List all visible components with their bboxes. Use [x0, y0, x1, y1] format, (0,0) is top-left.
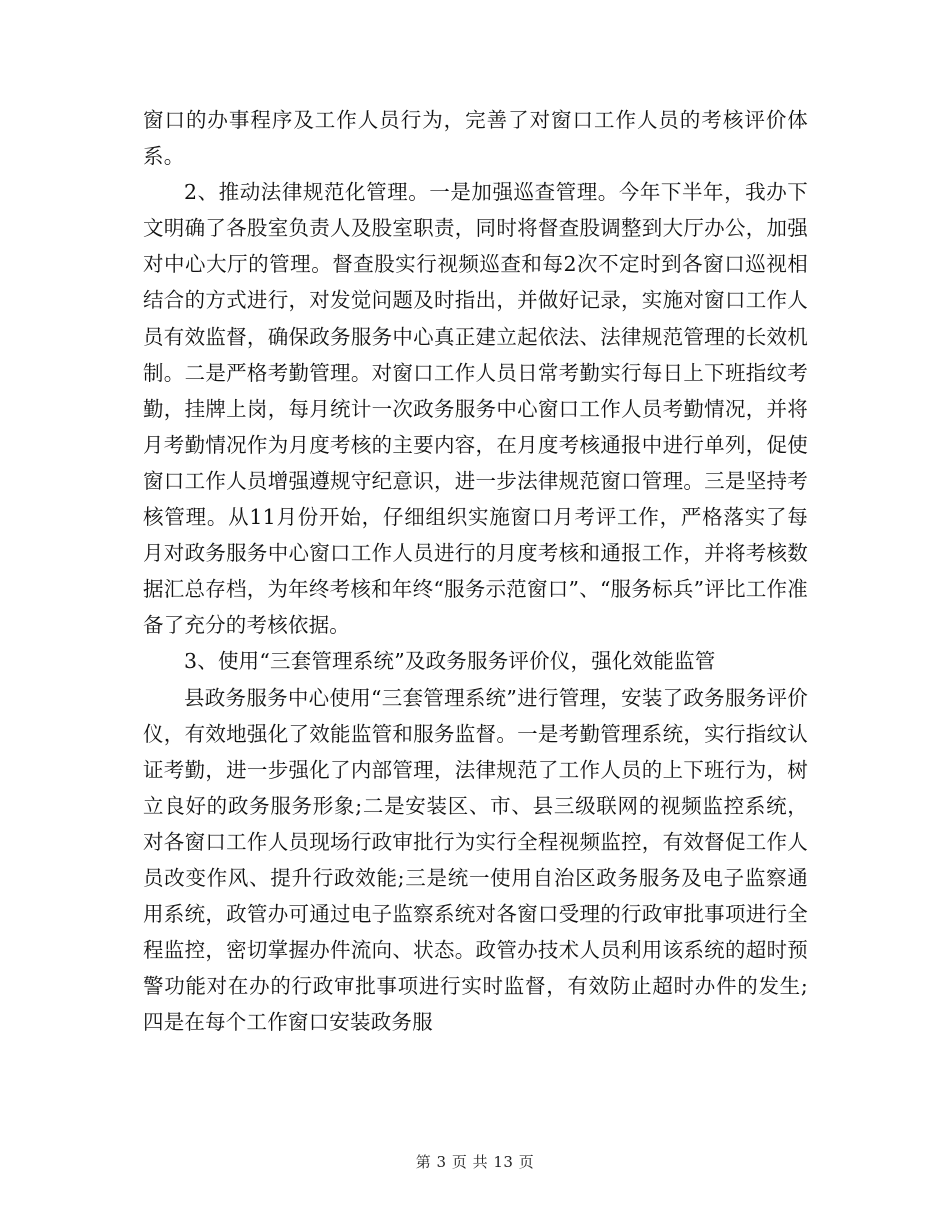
document-body — [143, 102, 808, 1040]
paragraph-2: 2、推动法律规范化管理。一是加强巡查管理。今年下半年，我办下文明确了各股室负责人及股室职责，同时将督查股调整到大厅办公，加强对中心大厅的管理。督查股实行视频巡查和每2次不定时到各窗口巡视相结合的方式进行，对发觉问题及时指出，并做好记录，实施对窗口工作人员有效监督，确保政务服务中心真正建立起依法、法律规范管理的长效机制。二是严格考勤管理。对窗口工作人员日常考勤实行每日上下班指纹考勤，挂牌上岗，每月统计一次政务服务中心窗口工作人员考勤情况，并将月考勤情况作为月度考核的主要内容，在月度考核通报中进行单列，促使窗口工作人员增强遵规守纪意识，进一步法律规范窗口管理。三是坚持考核管理。从11月份开始，仔细组织实施窗口月考评工作，严格落实了每月对政务服务中心窗口工作人员进行的月度考核和通报工作，并将考核数据汇总存档，为年终考核和年终“服务示范窗口”、“服务标兵”评比工作准备了充分的考核依据。 — [143, 180, 808, 638]
page-footer: 第 3 页 共 13 页 — [415, 1153, 535, 1171]
paragraph-3-heading: 3、使用“三套管理系统”及政务服务评价仪，强化效能监管 — [184, 649, 716, 674]
paragraph-4: 县政务服务中心使用“三套管理系统”进行管理，安装了政务服务评价仪，有效地强化了效能监管和服务监督。一是考勤管理系统，实行指纹认证考勤，进一步强化了内部管理，法律规范了工作人员的上下班行为，树立良好的政务服务形象;二是安装区、市、县三级联网的视频监控系统，对各窗口工作人员现场行政审批行为实行全程视频监控，有效督促工作人员改变作风、提升行政效能;三是统一使用自治区政务服务及电子监察通用系统，政管办可通过电子监察系统对各窗口受理的行政审批事项进行全程监控，密切掌握办件流向、状态。政管办技术人员利用该系统的超时预警功能对在办的行政审批事项进行实时监督，有效防止超时办件的发生;四是在每个工作窗口安装政务服 — [143, 685, 808, 1035]
paragraph-1: 窗口的办事程序及工作人员行为，完善了对窗口工作人员的考核评价体系。 — [143, 108, 808, 169]
